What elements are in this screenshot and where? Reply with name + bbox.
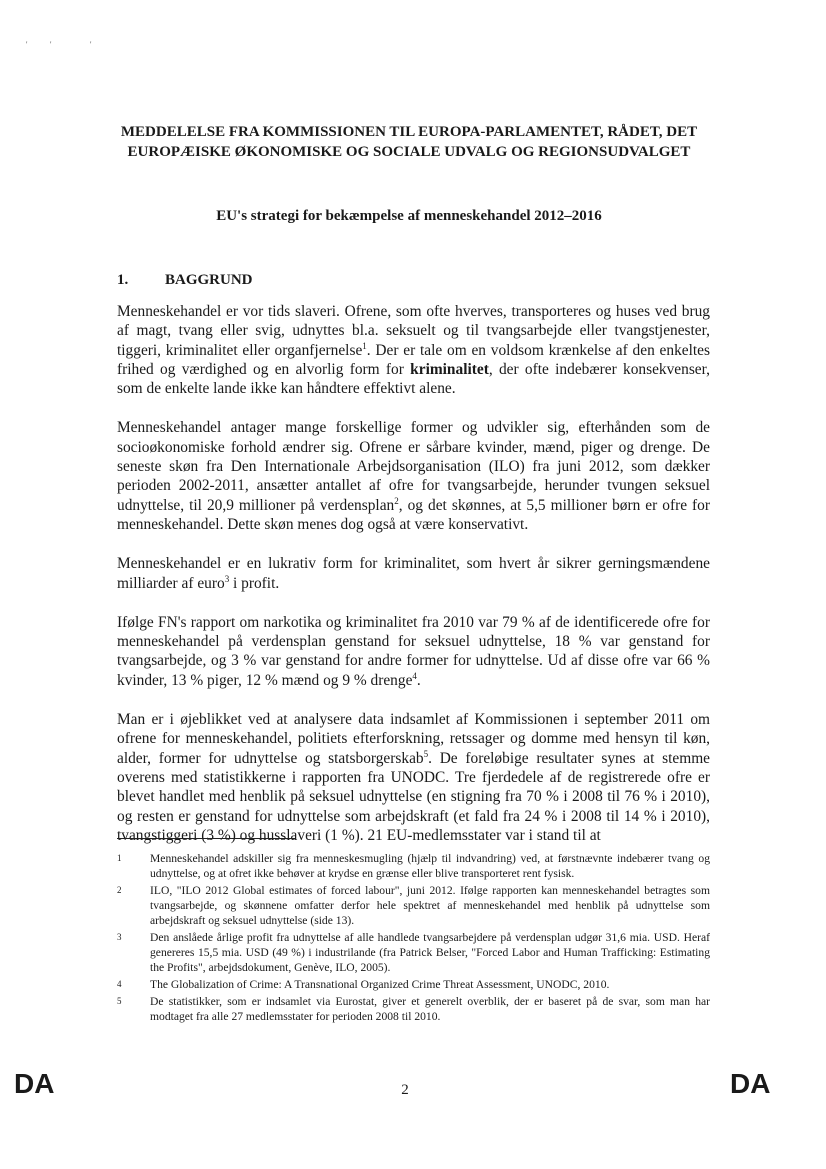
bold-term: kriminalitet <box>410 360 489 378</box>
text-run: Ifølge FN's rapport om narkotika og kriminalitet fra 2010 var 79 % af de identificerede ofre for menneskehandel på verdensplan genstand for seksuel udnyttelse, 18 % var genstand for tvangsarbejde, og 3 % var genstand for andre former for udnyttelse. Ud af disse ofre var 66 % kvinder, 13 % piger, 12 % mænd og 9 % drenge <box>117 613 710 689</box>
footnote-text: ILO, "ILO 2012 Global estimates of forced labour", juni 2012. Ifølge rapporten kan menneskehandel betragtes som tvangsarbejde, og skønnene omfatter derfor hele spektret af menneskehandel med henblik på udnyttelse som arbejdskraft og seksuel udnyttelse (side 13). <box>150 884 710 927</box>
text-run: , og det skønnes, at 5,5 millioner børn er ofre for menneskehandel. Dette skøn menes dog også at være konservativt. <box>117 496 710 533</box>
footnote-number: 5 <box>117 996 122 1006</box>
paragraph <box>117 302 710 398</box>
text-run: Menneskehandel er vor tids slaveri. Ofrene, som ofte hverves, transporteres og huses ved brug af magt, tvang eller svig, udnyttes bl.a. seksuelt og til tvangsarbejde eller tvangstjenester, tiggeri, kriminalitet eller organfjernelse <box>117 303 710 359</box>
text-run: . Der er tale om en voldsom krænkelse af den enkeltes frihed og værdighed og en alvorlig form for <box>117 341 710 378</box>
paragraph <box>117 418 710 534</box>
scan-mark: ' <box>90 40 92 49</box>
footnote-ref[interactable]: 4 <box>412 670 417 681</box>
footnote-number: 3 <box>117 932 122 942</box>
footnote <box>117 883 710 928</box>
document-title: MEDDELELSE FRA KOMMISSIONEN TIL EUROPA-PARLAMENTET, RÅDET, DET EUROPÆISKE ØKONOMISKE OG SOCIALE UDVALG OG REGIONSUDVALGET <box>120 124 698 160</box>
footnote <box>117 977 710 992</box>
page-number: 2 <box>401 1082 409 1098</box>
scan-mark: ' <box>50 40 52 49</box>
language-code-left: DA <box>14 1068 55 1099</box>
footnote-ref[interactable]: 1 <box>362 340 367 351</box>
footnote-text: De statistikker, som er indsamlet via Eurostat, giver et generelt overblik, der er baseret på de svar, som man har modtaget fra alle 27 medlemsstater for perioden 2008 til 2010. <box>150 995 710 1023</box>
section-title: BAGGRUND <box>165 272 253 288</box>
footnote-ref[interactable]: 3 <box>224 573 230 584</box>
footnote-text: Den anslåede årlige profit fra udnyttelse af alle handlede tvangsarbejdere på verdensplan udgør 31,6 mia. USD. Heraf genereres 15,5 mia. USD (49 %) i industrilande (fra Patrick Belser, "Forced Labor and Human Trafficking: Estimating the Profits", arbejdsdokument, Genève, ILO, 2005). <box>150 931 710 974</box>
paragraph <box>117 710 710 845</box>
footnote-ref[interactable]: 2 <box>394 495 399 506</box>
section-number: 1. <box>117 272 129 288</box>
text-run: Menneskehandel er en lukrativ form for kriminalitet, som hvert år sikrer gerningsmændene milliarder af euro <box>117 555 710 592</box>
paragraph <box>117 613 710 690</box>
language-code-right: DA <box>730 1068 771 1099</box>
section-heading <box>117 270 253 290</box>
text-run: Menneskehandel antager mange forskellige former og udvikler sig, efterhånden som de socioøkonomiske forhold ændrer sig. Ofrene er sårbare kvinder, mænd, piger og drenge. De seneste skøn fra Den Internationale Arbejdsorganisation (ILO) fra juni 2012, som dækker perioden 2002-2011, ansætter antallet af ofre for tvangsarbejde, herunder tvungen seksuel udnyttelse, til 20,9 millioner på verdensplan <box>117 419 710 514</box>
footnote-divider <box>117 838 295 839</box>
text-run: . De foreløbige resultater synes at stemme overens med statistikkerne i rapporten fra UNODC. Tre fjerdedele af de registrerede ofre er blevet handlet med henblik på seksuel udnyttelse (en stigning fra 70 % i 2008 til 76 % i 2010), og resten er genstand for udnyttelse som arbejdskraft (et fald fra 24 % i 2008 til 14 % i 2010), tvangstiggeri (3 %) og husslaveri (1 %). 21 EU-medlemsstater var i stand til at <box>117 749 710 844</box>
footnote-text: The Globalization of Crime: A Transnational Organized Crime Threat Assessment, UNODC, 2010. <box>150 978 610 991</box>
footnote <box>117 851 710 881</box>
footnote-number: 1 <box>117 853 122 863</box>
footnote-number: 4 <box>117 979 122 989</box>
footnote <box>117 994 710 1024</box>
body-text <box>117 302 710 865</box>
footnote <box>117 930 710 975</box>
footnote-text: Menneskehandel adskiller sig fra menneskesmugling (hjælp til indvandring) ved, at førstnævnte indebærer tvang og udnyttelse, og at ofret ikke behøver at krydse en grænse eller blive transporteret rent fysisk. <box>150 852 710 880</box>
footnotes <box>117 851 710 1026</box>
paragraph <box>117 554 710 593</box>
document-subtitle: EU's strategi for bekæmpelse af menneskehandel 2012–2016 <box>216 208 602 224</box>
text-run: i profit. <box>229 574 280 592</box>
text-run: . <box>416 671 421 689</box>
footnote-ref[interactable]: 5 <box>423 748 429 759</box>
scan-mark: ' <box>26 40 28 49</box>
footnote-number: 2 <box>117 885 122 895</box>
text-run: Man er i øjeblikket ved at analysere data indsamlet af Kommissionen i september 2011 om ofrene for menneskehandel, politiets efterforskning, retssager og domme med hensyn til køn, alder, former for udnyttelse og statsborgerskab <box>117 711 710 767</box>
text-run: , der ofte indebærer konsekvenser, som de enkelte lande ikke kan håndtere effektivt alene. <box>117 360 710 398</box>
